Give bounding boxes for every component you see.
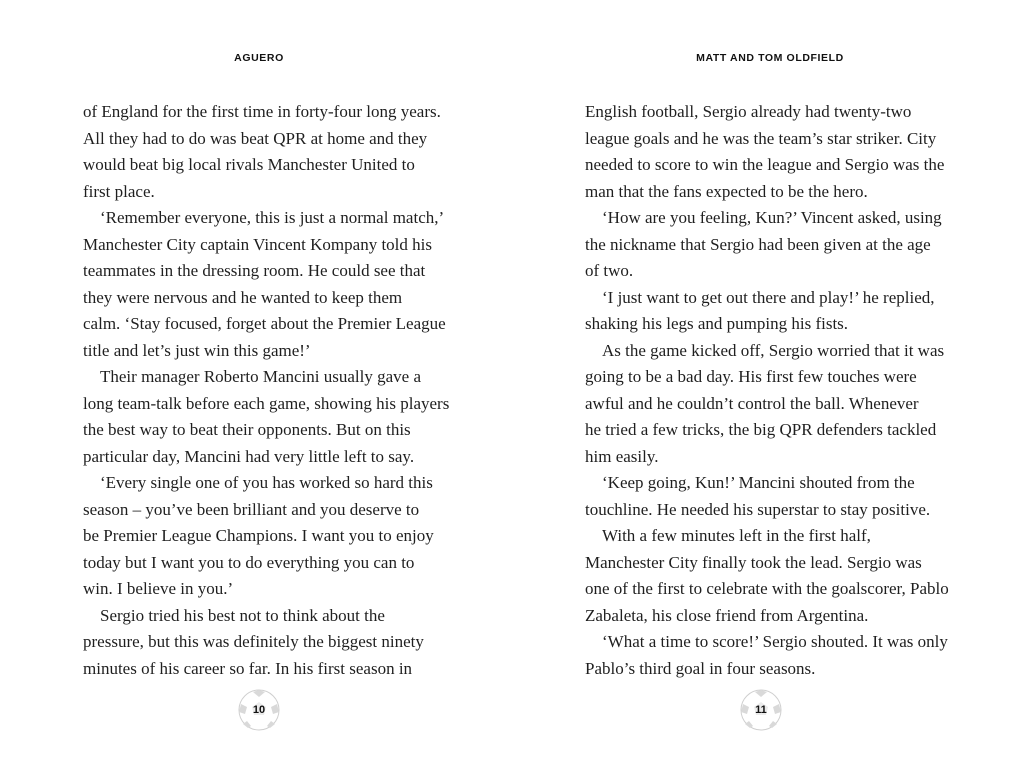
text-line: particular day, Mancini had very little left to say.	[83, 446, 415, 466]
text-line: win. I believe in you.’	[83, 579, 234, 598]
text-line: As the game kicked off, Sergio worried that it was	[602, 340, 945, 360]
text-line: today but I want you to do everything you can to	[83, 552, 415, 572]
text-line: he tried a few tricks, the big QPR defenders tackled	[585, 420, 937, 439]
text-line: ‘How are you feeling, Kun?’ Vincent asked, using	[602, 208, 942, 227]
text-line: Zabaleta, his close friend from Argentina.	[585, 605, 869, 625]
text-line: Their manager Roberto Mancini usually gave a	[100, 367, 421, 386]
text-line: ‘What a time to score!’ Sergio shouted. It was only	[602, 632, 948, 651]
text-line: be Premier League Champions. I want you to enjoy	[83, 526, 434, 545]
text-line: season – you’ve been brilliant and you deserve to	[83, 499, 420, 519]
text-line: All they had to do was beat QPR at home and they	[83, 128, 428, 148]
text-line: the nickname that Sergio had been given at the age	[585, 234, 931, 254]
text-line: needed to score to win the league and Sergio was the	[585, 155, 945, 174]
text-line: teammates in the dressing room. He could see that	[83, 261, 426, 280]
text-line: Sergio tried his best not to think about the	[100, 605, 385, 625]
text-line: going to be a bad day. His first few touches were	[585, 367, 917, 386]
text-line: English football, Sergio already had twenty-two	[585, 102, 912, 121]
text-line: With a few minutes left in the first half,	[602, 526, 871, 545]
text-line: of two.	[585, 261, 634, 280]
text-line: Manchester City finally took the lead. Sergio was	[585, 552, 922, 572]
text-line: would beat big local rivals Manchester United to	[83, 155, 415, 174]
running-header-right: MATT AND TOM OLDFIELD	[696, 52, 844, 64]
text-line: shaking his legs and pumping his fists.	[585, 314, 849, 333]
text-line: awful and he couldn’t control the ball. Whenever	[585, 393, 919, 413]
text-line: league goals and he was the team’s star striker. City	[585, 128, 937, 148]
text-line: first place.	[83, 181, 155, 201]
running-header-left: AGUERO	[234, 52, 284, 64]
text-line: ‘Remember everyone, this is just a normal match,’	[100, 208, 445, 227]
right-page-body-text	[585, 99, 949, 682]
page-number-right	[739, 688, 783, 732]
text-line: touchline. He needed his superstar to stay positive.	[585, 499, 931, 519]
text-line: calm. ‘Stay focused, forget about the Premier League	[83, 314, 446, 333]
text-line: pressure, but this was definitely the biggest ninety	[83, 632, 424, 651]
right-page	[510, 0, 1020, 783]
text-line: the best way to beat their opponents. But on this	[83, 420, 411, 439]
text-line: minutes of his career so far. In his first season in	[83, 658, 413, 678]
text-line: they were nervous and he wanted to keep them	[83, 287, 403, 307]
text-line: ‘Every single one of you has worked so hard this	[100, 473, 433, 492]
page-number-text: 10	[252, 704, 266, 716]
text-line: him easily.	[585, 446, 659, 466]
page-number-text: 11	[755, 704, 767, 716]
text-line: of England for the first time in forty-four long years.	[83, 102, 441, 121]
text-line: man that the fans expected to be the hero.	[585, 181, 868, 201]
text-line: Manchester City captain Vincent Kompany told his	[83, 234, 432, 254]
page-number-left	[237, 688, 281, 732]
text-line: ‘I just want to get out there and play!’ he replied,	[602, 287, 935, 307]
text-line: long team-talk before each game, showing his players	[83, 393, 450, 413]
text-line: ‘Keep going, Kun!’ Mancini shouted from the	[602, 473, 915, 492]
text-line: title and let’s just win this game!’	[83, 340, 311, 360]
text-line: Pablo’s third goal in four seasons.	[585, 658, 816, 678]
left-page-body-text	[83, 99, 449, 682]
text-line: one of the first to celebrate with the goalscorer, Pablo	[585, 579, 949, 598]
